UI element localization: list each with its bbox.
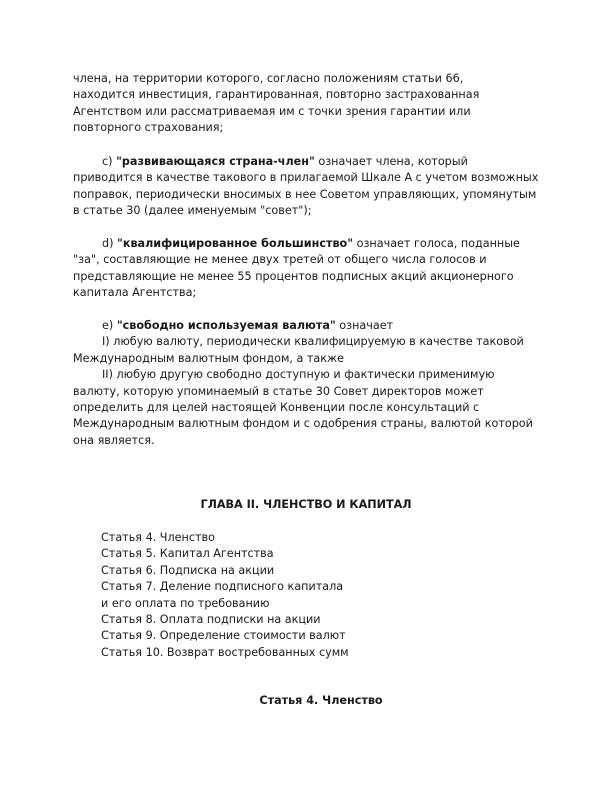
text-line: капитала Агентства; (73, 286, 197, 300)
text-line: представляющие не менее 55 процентов подписных акций акционерного (73, 269, 514, 283)
text-line: повторного страхования; (73, 121, 224, 135)
toc-item: Статья 5. Капитал Агентства (101, 547, 274, 561)
text-line: валюту, которую упоминаемый в статье 30 Совет директоров может (73, 384, 484, 398)
defined-term: "квалифицированное большинство" (117, 237, 354, 250)
text-line: члена, на территории которого, согласно положениям статьи 66, (73, 72, 464, 85)
item-marker: e) (102, 319, 114, 332)
definition-text: означает члена, который (314, 155, 468, 168)
article-heading: Статья 4. Членство (259, 694, 383, 707)
definition-text: означает (335, 319, 394, 332)
text-line: Международным валютным фондом и с одобрения страны, валютой которой (73, 417, 533, 431)
definition-first-line (73, 154, 541, 170)
subitem-ii-line: II) любую другую свободно доступную и фактически применимую (102, 368, 495, 382)
table-of-contents (101, 530, 541, 661)
toc-item: Статья 4. Членство (101, 531, 215, 544)
definition-first-line (73, 236, 541, 252)
paragraph-d (73, 236, 541, 302)
toc-item: Статья 9. Определение стоимости валют (101, 629, 346, 643)
defined-term: "развивающаяся страна-член" (116, 155, 315, 168)
text-line: Международным валютным фондом, а также (73, 351, 345, 365)
toc-item: Статья 10. Возврат востребованных сумм (101, 645, 349, 659)
paragraph-intro (73, 71, 541, 137)
paragraph-c (73, 154, 541, 220)
item-marker: d) (102, 237, 114, 250)
text-line: поправок, периодически вносимых в нее Советом управляющих, упомянутым (73, 187, 537, 201)
text-line: Агентством или рассматриваемая им с точки зрения гарантии или (73, 104, 471, 118)
toc-item: и его оплата по требованию (101, 596, 270, 610)
item-marker: c) (102, 155, 113, 168)
toc-item: Статья 6. Подписка на акции (101, 563, 275, 577)
chapter-heading: ГЛАВА II. ЧЛЕНСТВО И КАПИТАЛ (200, 498, 412, 511)
definition-first-line (73, 318, 541, 334)
toc-item: Статья 8. Оплата подписки на акции (101, 612, 321, 626)
text-line: "за", составляющие не менее двух третей от общего числа голосов и (73, 253, 487, 267)
text-line: она является. (73, 433, 155, 447)
text-line: определить для целей настоящей Конвенции после консультаций с (73, 401, 480, 415)
subitem-i-line: I) любую валюту, периодически квалифицируемую в качестве таковой (102, 335, 524, 349)
definition-text: означает голоса, поданные (353, 237, 520, 250)
paragraph-e (73, 318, 541, 449)
text-line: находится инвестиция, гарантированная, повторно застрахованная (73, 88, 480, 102)
defined-term: "свободно используемая валюта" (116, 319, 336, 332)
text-line: в статье 30 (далее именуемым "совет"); (73, 204, 312, 218)
text-line: приводится в качестве такового в прилагаемой Шкале А с учетом возможных (73, 171, 539, 185)
toc-item: Статья 7. Деление подписного капитала (101, 580, 344, 594)
